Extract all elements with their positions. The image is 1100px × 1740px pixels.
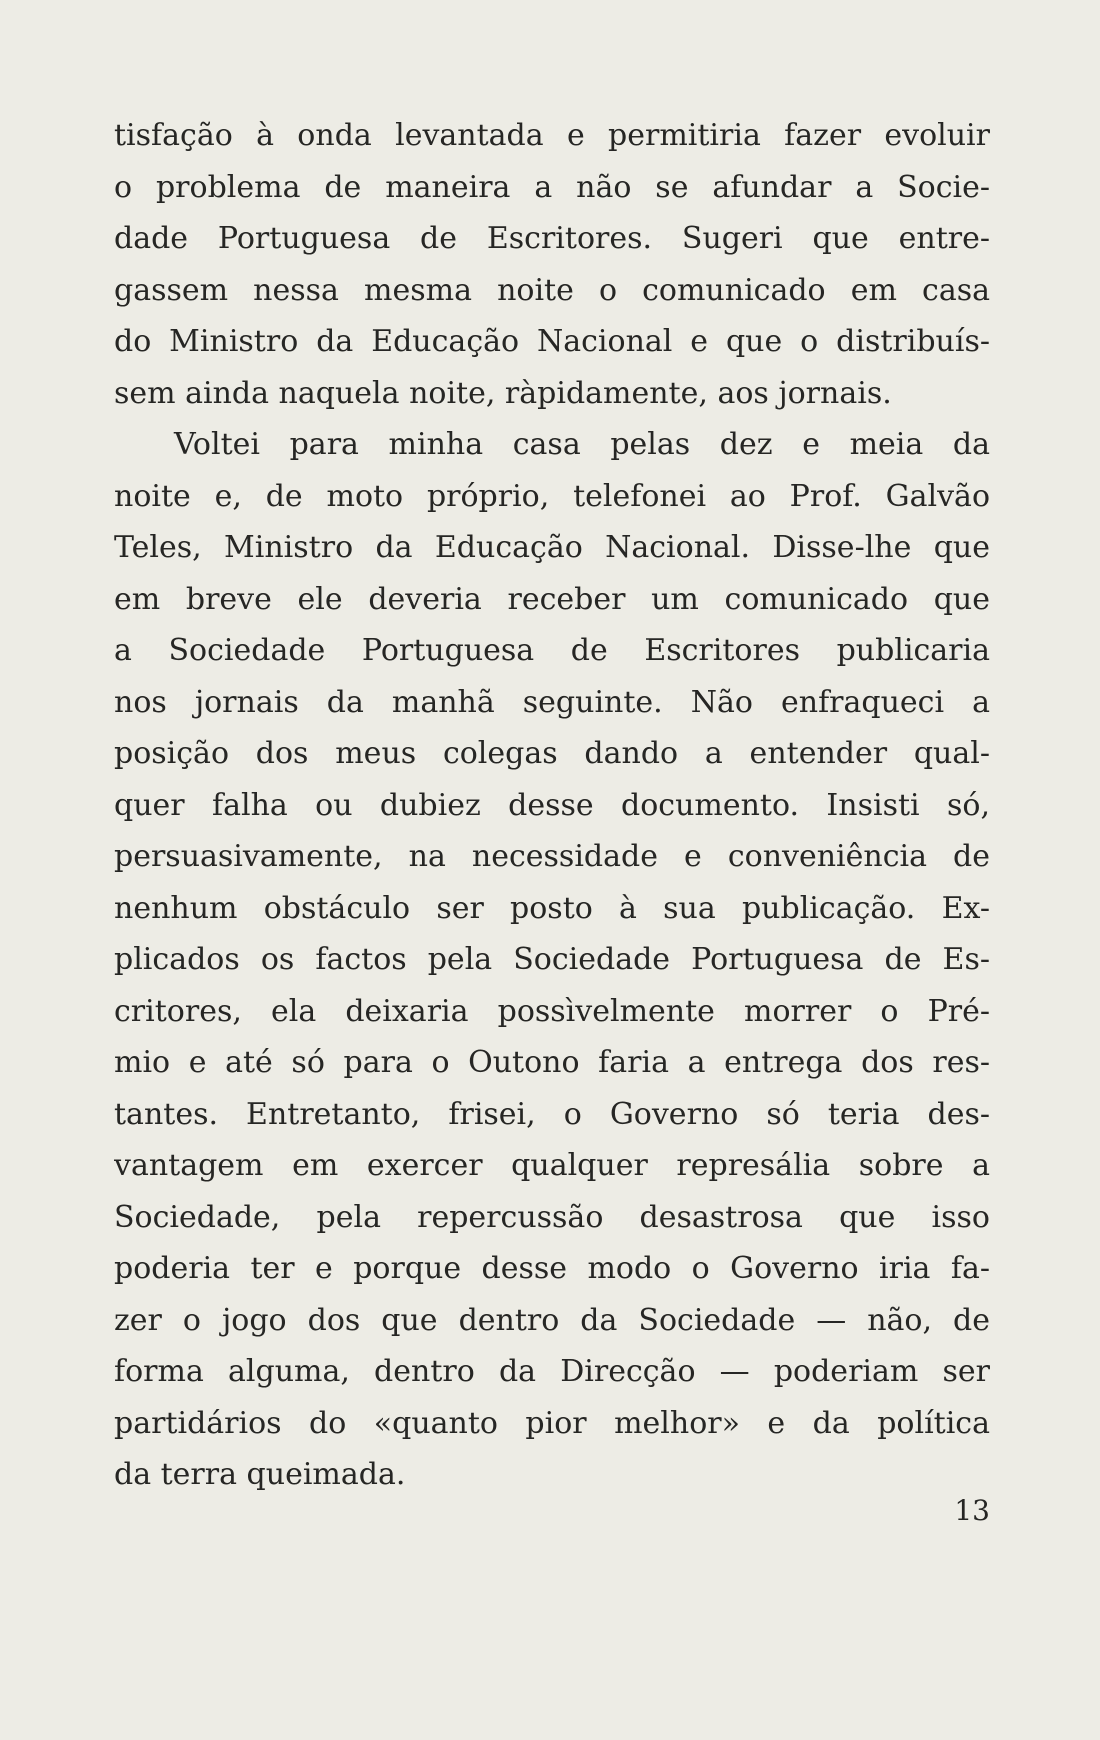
text-line: Sociedade, pela repercussão desastrosa que isso [114,1199,990,1235]
body-text [114,110,990,1501]
text-line: noite e, de moto próprio, telefonei ao Prof. Galvão [114,478,990,514]
text-line: gassem nessa mesma noite o comunicado em casa [114,272,990,308]
text-line: persuasivamente, na necessidade e conveniência de [114,839,990,874]
text-line: Teles, Ministro da Educação Nacional. Disse-lhe que [114,530,990,565]
text-line: mio e até só para o Outono faria a entrega dos res- [114,1045,990,1080]
text-line: nos jornais da manhã seguinte. Não enfraqueci a [114,684,990,720]
text-line-paragraph-start: Voltei para minha casa pelas dez e meia da [174,427,990,462]
text-line: nenhum obstáculo ser posto à sua publicação. Ex- [114,890,990,926]
text-line: plicados os factos pela Sociedade Portuguesa de Es- [114,942,990,977]
text-line: em breve ele deveria receber um comunicado que [114,581,990,617]
text-line: do Ministro da Educação Nacional e que o distribuís- [114,324,990,359]
text-line: zer o jogo dos que dentro da Sociedade — não, de [114,1302,990,1338]
text-line: poderia ter e porque desse modo o Governo iria fa- [114,1251,990,1286]
text-line: partidários do «quanto pior melhor» e da política [114,1405,990,1441]
text-line: critores, ela deixaria possìvelmente morrer o Pré- [114,993,990,1029]
text-line: forma alguma, dentro da Direcção — poderiam ser [114,1354,990,1389]
text-line: tantes. Entretanto, frisei, o Governo só teria des- [114,1096,990,1132]
text-line: dade Portuguesa de Escritores. Sugeri que entre- [114,221,990,256]
page-number: 13 [954,1494,990,1527]
text-line: da terra queimada. [114,1457,406,1492]
text-line: sem ainda naquela noite, ràpidamente, aos jornais. [114,375,892,411]
text-line: o problema de maneira a não se afundar a Socie- [114,169,990,205]
text-line: quer falha ou dubiez desse documento. Insisti só, [114,787,990,823]
text-line: vantagem em exercer qualquer represália sobre a [114,1148,990,1183]
text-line: posição dos meus colegas dando a entender qual- [114,736,990,771]
text-line: tisfação à onda levantada e permitiria fazer evoluir [114,118,990,153]
text-line: a Sociedade Portuguesa de Escritores publicaria [114,633,990,668]
